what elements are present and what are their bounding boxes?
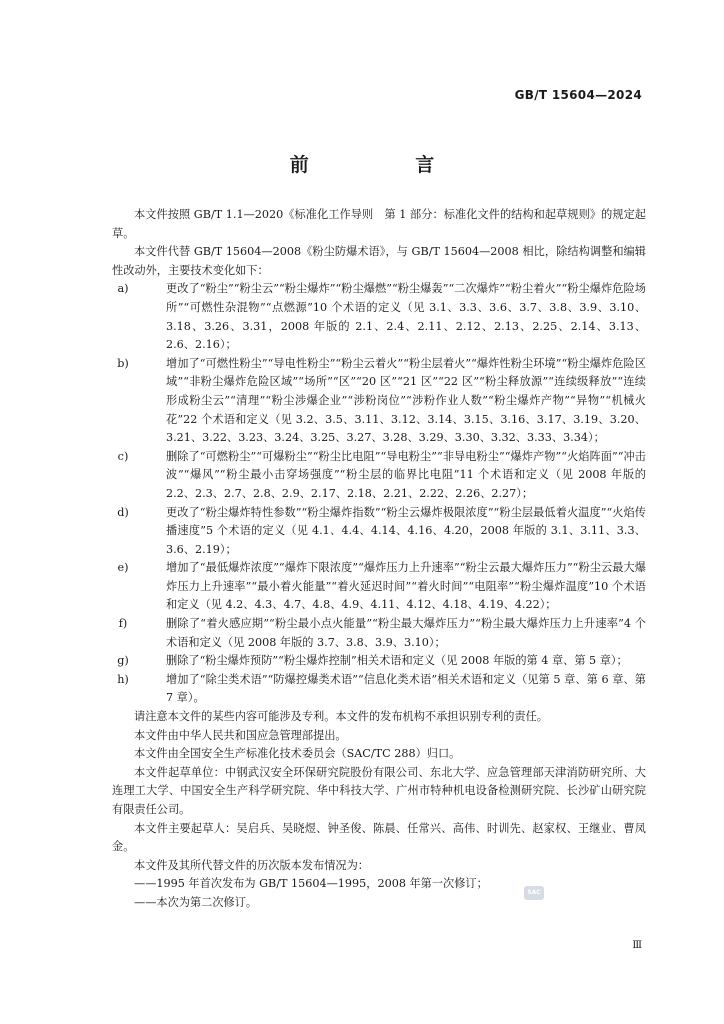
list-item [112,615,646,652]
list-marker: c) [117,449,129,463]
history-item: ——1995 年首次发布为 GB/T 15604—1995，2008 年第一次修订； [134,877,488,891]
paragraph: 本文件按照 GB/T 1.1—2020《标准化工作导则 第 1 部分：标准化文件的结构和起草规则》的规定起草。 [112,208,646,240]
document-body [112,206,646,913]
list-item-text: 更改了“粉尘”“粉尘云”“粉尘爆炸”“粉尘爆燃”“粉尘爆轰”“二次爆炸”“粉尘着火”“粉尘爆炸危险场所”“可燃性杂混物”“点燃源”10 个术语的定义（见 3.1、3.3、3.6、3.7、3.8、3.9、3.10、3.18、3.26、3.31，2008 年版的 2.1、2.4、2.11、2.12、2.13、2.25、2.14、3.13、2.6、2.16）； [166,282,646,352]
paragraph: 本文件及其所代替文件的历次版本发布情况为： [134,858,369,872]
page-number: Ⅲ [632,940,642,951]
paragraph: 本文件起草单位：中钢武汉安全环保研究院股份有限公司、东北大学、应急管理部天津消防研究所、大连理工大学、中国安全生产科学研究院、华中科技大学、广州市特种机电设备检测研究院、长沙矿山研究院有限责任公司。 [112,765,646,816]
list-marker: a) [117,282,129,296]
standard-code: GB/T 15604—2024 [514,88,642,102]
list-item [112,355,646,448]
list-item [112,280,646,354]
sac-watermark-logo: SAC [524,886,544,900]
list-item [112,671,646,708]
list-item-text: 删除了“粉尘爆炸预防”“粉尘爆炸控制”相关术语和定义（见 2008 年版的第 4 章、第 5 章）； [166,654,628,668]
list-item [112,559,646,615]
list-marker: e) [117,561,129,575]
list-item-text: 增加了“除尘类术语”“防爆控爆类术语”“信息化类术语”相关术语和定义（见第 5 章、第 6 章、第 7 章）。 [166,672,646,705]
change-list [112,280,646,708]
list-item-text: 更改了“粉尘爆炸特性参数”“粉尘爆炸指数”“粉尘云爆炸极限浓度”“粉尘层最低着火温度”“火焰传播速度”5 个术语的定义（见 4.1、4.4、4.14、4.16、4.20，2008 年版的 3.1、3.11、3.3、3.6、2.19）； [166,505,646,556]
paragraph: 本文件代替 GB/T 15604—2008《粉尘防爆术语》，与 GB/T 15604—2008 相比，除结构调整和编辑性改动外，主要技术变化如下： [112,245,646,277]
paragraph: 请注意本文件的某些内容可能涉及专利。本文件的发布机构不承担识别专利的责任。 [134,710,548,724]
list-item [112,652,646,671]
list-marker: h) [117,672,129,686]
page-title: 前 言 [289,154,485,176]
list-item-text: 增加了“最低爆炸浓度”“爆炸下限浓度”“爆炸压力上升速率”“粉尘云最大爆炸压力”“粉尘云最大爆炸压力上升速率”“最小着火能量”“着火延迟时间”“着火时间”“电阻率”“粉尘爆炸温度”10 个术语和定义（见 4.2、4.3、4.7、4.8、4.9、4.11、4.12、4.18、4.19、4.22）； [166,561,646,612]
paragraph: 本文件主要起草人：吴启兵、吴晓煜、钟圣俊、陈晨、任常兴、高伟、时训先、赵家权、王继业、曹凤金。 [112,821,646,854]
list-item [112,504,646,560]
paragraph: 本文件由全国安全生产标准化技术委员会（SAC/TC 288）归口。 [134,747,461,761]
history-item: ——本次为第二次修订。 [134,895,258,909]
list-item-text: 删除了“着火感应期”“粉尘最小点火能量”“粉尘最大爆炸压力”“粉尘最大爆炸压力上升速率”4 个术语和定义（见 2008 年版的 3.7、3.8、3.9、3.10）； [166,617,646,649]
list-marker: d) [117,505,129,519]
list-item-text: 增加了“可燃性粉尘”“导电性粉尘”“粉尘云着火”“粉尘层着火”“爆炸性粉尘环境”“粉尘爆炸危险区域”“非粉尘爆炸危险区域”“场所”“区”“20 区”“21 区”“22 区”“粉尘释放源”“连续级释放”“连续形成粉尘云”“清理”“粉尘涉爆企业”“涉粉岗位”“涉粉作业人数”“粉尘爆炸产物”“异物”“机械火花”22 个术语和定义（见 3.2、3.5、3.11、3.12、3.14、3.15、3.16、3.17、3.19、3.20、3.21、3.22、3.23、3.24、3.25、3.27、3.28、3.29、3.30、3.32、3.33、3.34）； [166,356,646,445]
list-marker: b) [117,356,129,370]
list-item-text: 删除了“可燃粉尘”“可爆粉尘”“粉尘比电阻”“导电粉尘”“非导电粉尘”“爆炸产物”“火焰阵面”“冲击波”“爆风”“粉尘最小击穿场强度”“粉尘层的临界比电阻”11 个术语和定义（见 2008 年版的 2.2、2.3、2.7、2.8、2.9、2.17、2.18、2.21、2.22、2.26、2.27）； [166,449,646,500]
paragraph: 本文件由中华人民共和国应急管理部提出。 [134,728,347,742]
list-marker: f) [118,617,128,631]
list-marker: g) [117,654,129,668]
list-item [112,448,646,504]
